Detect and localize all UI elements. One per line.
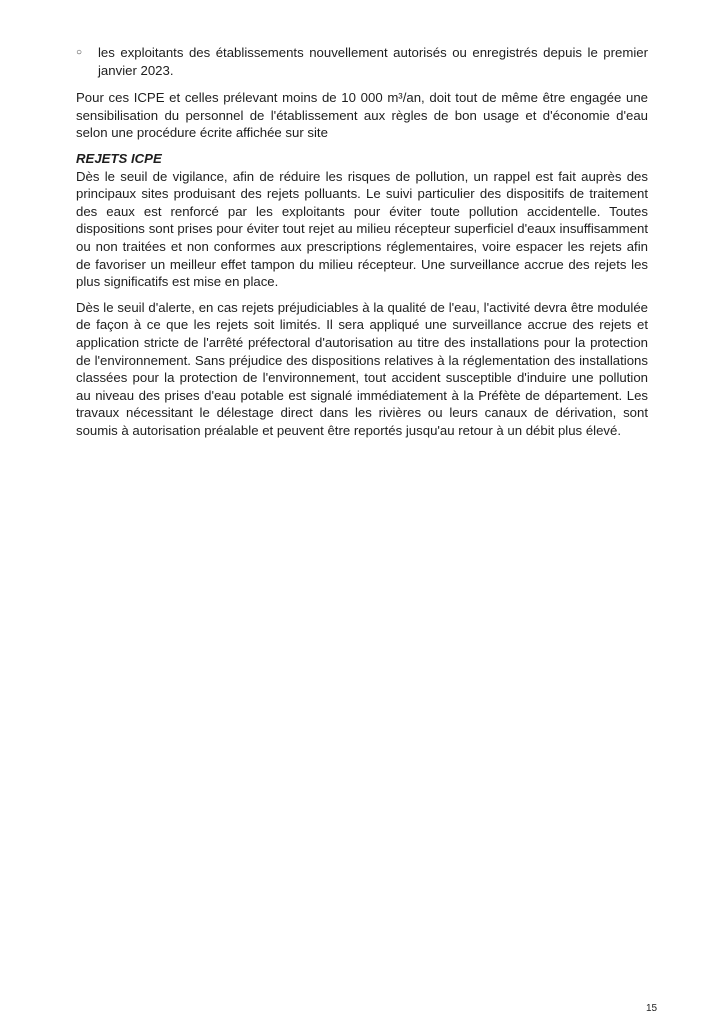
section-heading: REJETS ICPE <box>76 150 162 166</box>
paragraph-vigilance: Dès le seuil de vigilance, afin de réduire les risques de pollution, un rappel est fait auprès des principaux sites produisant des rejets polluants. Le suivi particulier des dispositifs de traitement des eaux est renforcé par les exploitants pour éviter toute pollution accidentelle. Toutes dispositions sont prises pour éviter tout rejet au milieu récepteur superficiel d'eaux insuffisamment ou non traitées et non conformes aux prescriptions réglementaires, voire espacer les rejets afin de favoriser un meilleur effet tampon du milieu récepteur. Une surveillance accrue des rejets les plus significatifs est mise en place. <box>76 168 648 290</box>
paragraph-icpe: Pour ces ICPE et celles prélevant moins de 10 000 m³/an, doit tout de même être engagée une sensibilisation du personnel de l'établissement aux règles de bon usage et d'économie d'eau selon une procédure écrite affichée sur site <box>76 90 648 141</box>
list-item <box>76 44 648 79</box>
bullet-marker: ○ <box>76 47 83 58</box>
document-body <box>76 44 648 447</box>
paragraph-alerte: Dès le seuil d'alerte, en cas rejets préjudiciables à la qualité de l'eau, l'activité devra être modulée de façon à ce que les rejets soit limités. Il sera appliqué une surveillance accrue des rejets et application stricte de l'arrêté préfectoral d'autorisation au titre des installations pour la protection de l'environnement. Sans préjudice des dispositions relatives à la réglementation des installations classées pour la protection de l'environnement, tout accident susceptible d'induire une pollution au niveau des prises d'eau potable est signalé immédiatement à la Préfète de département. Les travaux nécessitant le délestage direct dans les rivières ou leurs canaux de dérivation, sont soumis à autorisation préalable et peuvent être reportés jusqu'au retour à un débit plus élevé. <box>76 299 648 438</box>
page-number: 15 <box>646 1003 658 1014</box>
list-item-text: les exploitants des établissements nouvellement autorisés ou enregistrés depuis le premier janvier 2023. <box>98 45 648 78</box>
